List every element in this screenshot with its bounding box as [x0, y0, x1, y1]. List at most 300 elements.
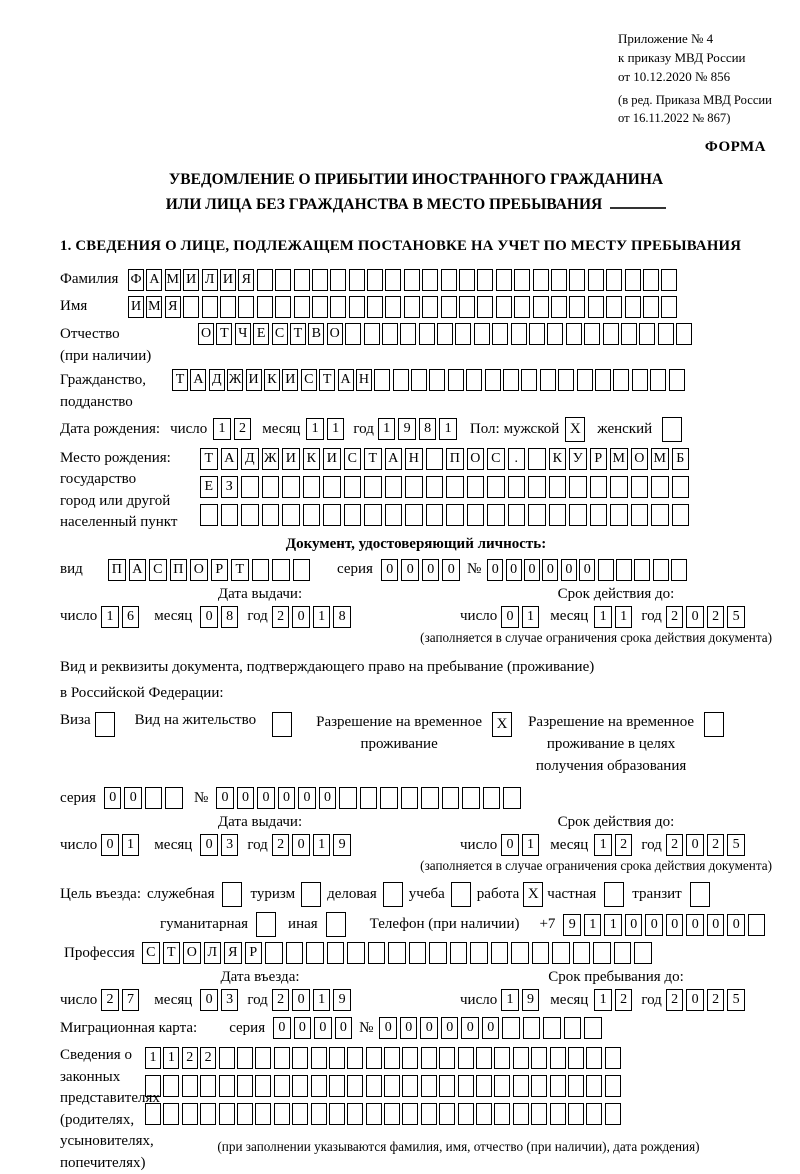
char-box[interactable] [366, 1075, 382, 1097]
char-box[interactable] [393, 369, 409, 391]
char-box[interactable]: И [246, 369, 262, 391]
char-box[interactable] [145, 787, 163, 809]
char-box[interactable]: А [338, 369, 354, 391]
char-box[interactable]: 1 [501, 989, 519, 1011]
char-box[interactable]: Т [200, 448, 218, 470]
char-box[interactable] [568, 1103, 584, 1125]
char-box[interactable]: 0 [579, 559, 595, 581]
char-box[interactable] [402, 1103, 418, 1125]
char-box[interactable] [569, 504, 587, 526]
char-box[interactable] [200, 504, 218, 526]
char-box[interactable]: Д [209, 369, 225, 391]
char-box[interactable] [494, 1047, 510, 1069]
char-box[interactable] [275, 296, 291, 318]
char-box[interactable] [610, 504, 628, 526]
char-box[interactable]: Т [290, 323, 306, 345]
char-box[interactable] [661, 269, 677, 291]
char-box[interactable]: 9 [522, 989, 540, 1011]
char-box[interactable] [528, 476, 546, 498]
char-box[interactable] [145, 1103, 161, 1125]
char-box[interactable]: 2 [182, 1047, 198, 1069]
char-box[interactable] [508, 504, 526, 526]
char-box[interactable]: 0 [124, 787, 142, 809]
char-box[interactable] [405, 504, 423, 526]
char-box[interactable] [658, 323, 674, 345]
char-box[interactable]: У [569, 448, 587, 470]
char-box[interactable] [311, 1075, 327, 1097]
char-box[interactable] [605, 1103, 621, 1125]
char-box[interactable]: Т [172, 369, 188, 391]
char-box[interactable] [311, 1047, 327, 1069]
char-box[interactable] [241, 476, 259, 498]
char-box[interactable] [643, 269, 659, 291]
char-box[interactable] [588, 269, 604, 291]
char-box[interactable] [533, 296, 549, 318]
char-box[interactable]: 2 [272, 989, 290, 1011]
char-box[interactable] [462, 787, 480, 809]
char-box[interactable] [388, 942, 406, 964]
char-box[interactable] [564, 1017, 582, 1039]
char-box[interactable] [593, 942, 611, 964]
char-box[interactable] [368, 942, 386, 964]
char-box[interactable]: К [549, 448, 567, 470]
char-box[interactable]: 2 [234, 418, 252, 440]
char-box[interactable]: 2 [101, 989, 119, 1011]
char-box[interactable]: С [149, 559, 167, 581]
char-box[interactable] [442, 787, 460, 809]
char-box[interactable]: 6 [122, 606, 140, 628]
char-box[interactable] [409, 942, 427, 964]
char-box[interactable] [549, 476, 567, 498]
char-box[interactable] [364, 323, 380, 345]
char-box[interactable] [330, 269, 346, 291]
char-box[interactable] [521, 369, 537, 391]
char-box[interactable]: 1 [522, 606, 540, 628]
char-box[interactable]: 9 [333, 989, 351, 1011]
char-box[interactable] [531, 1075, 547, 1097]
char-box[interactable]: 0 [645, 914, 663, 936]
char-box[interactable] [550, 1047, 566, 1069]
char-box[interactable] [595, 369, 611, 391]
char-box[interactable]: 2 [666, 606, 684, 628]
char-box[interactable] [411, 369, 427, 391]
char-box[interactable]: Н [405, 448, 423, 470]
char-box[interactable]: 0 [501, 834, 519, 856]
char-box[interactable] [405, 476, 423, 498]
char-box[interactable] [590, 476, 608, 498]
char-box[interactable] [625, 296, 641, 318]
char-box[interactable] [330, 296, 346, 318]
char-box[interactable] [221, 504, 239, 526]
char-box[interactable] [374, 369, 390, 391]
char-box[interactable] [650, 369, 666, 391]
char-box[interactable]: Л [204, 942, 222, 964]
char-box[interactable]: 2 [707, 834, 725, 856]
char-box[interactable]: Т [364, 448, 382, 470]
char-box[interactable] [303, 504, 321, 526]
char-box[interactable]: Д [241, 448, 259, 470]
char-box[interactable]: 0 [292, 834, 310, 856]
char-box[interactable] [252, 559, 270, 581]
char-box[interactable] [569, 296, 585, 318]
char-box[interactable]: 0 [686, 834, 704, 856]
char-box[interactable] [577, 369, 593, 391]
char-box[interactable]: 3 [221, 834, 239, 856]
char-box[interactable] [402, 1075, 418, 1097]
char-box[interactable]: 0 [461, 1017, 479, 1039]
char-box[interactable]: М [146, 296, 162, 318]
char-box[interactable] [494, 1075, 510, 1097]
char-box[interactable] [549, 504, 567, 526]
char-box[interactable]: О [327, 323, 343, 345]
char-box[interactable] [643, 296, 659, 318]
char-box[interactable]: 0 [298, 787, 316, 809]
char-box[interactable]: В [308, 323, 324, 345]
char-box[interactable] [349, 296, 365, 318]
char-box[interactable] [384, 1075, 400, 1097]
char-box[interactable] [312, 269, 328, 291]
char-box[interactable]: 3 [221, 989, 239, 1011]
char-box[interactable] [551, 269, 567, 291]
char-box[interactable]: 0 [420, 1017, 438, 1039]
char-box[interactable] [257, 269, 273, 291]
char-box[interactable] [676, 323, 692, 345]
char-box[interactable]: 1 [145, 1047, 161, 1069]
char-box[interactable]: 0 [335, 1017, 353, 1039]
char-box[interactable] [349, 269, 365, 291]
char-box[interactable] [344, 476, 362, 498]
char-box[interactable]: П [446, 448, 464, 470]
char-box[interactable]: 8 [221, 606, 239, 628]
char-box[interactable] [347, 1047, 363, 1069]
char-box[interactable] [421, 787, 439, 809]
char-box[interactable] [384, 1047, 400, 1069]
char-box[interactable]: 0 [101, 834, 119, 856]
char-box[interactable] [426, 504, 444, 526]
char-box[interactable]: Ф [128, 269, 144, 291]
char-box[interactable]: Р [245, 942, 263, 964]
char-box[interactable]: Т [216, 323, 232, 345]
char-box[interactable]: 0 [278, 787, 296, 809]
char-box[interactable] [558, 369, 574, 391]
char-box[interactable]: 0 [200, 834, 218, 856]
char-box[interactable] [345, 323, 361, 345]
residence-permit-checkbox[interactable] [272, 712, 292, 737]
char-box[interactable] [502, 1017, 520, 1039]
char-box[interactable]: С [344, 448, 362, 470]
char-box[interactable]: 7 [122, 989, 140, 1011]
char-box[interactable] [514, 269, 530, 291]
char-box[interactable] [672, 476, 690, 498]
char-box[interactable]: К [303, 448, 321, 470]
char-box[interactable]: И [323, 448, 341, 470]
char-box[interactable] [265, 942, 283, 964]
char-box[interactable] [513, 1047, 529, 1069]
char-box[interactable] [274, 1047, 290, 1069]
char-box[interactable] [255, 1047, 271, 1069]
char-box[interactable]: 2 [707, 606, 725, 628]
char-box[interactable] [514, 296, 530, 318]
char-box[interactable] [238, 296, 254, 318]
char-box[interactable] [651, 504, 669, 526]
char-box[interactable] [466, 369, 482, 391]
char-box[interactable] [503, 787, 521, 809]
char-box[interactable] [631, 504, 649, 526]
char-box[interactable]: 1 [522, 834, 540, 856]
char-box[interactable] [634, 559, 650, 581]
char-box[interactable]: 1 [594, 989, 612, 1011]
char-box[interactable] [610, 476, 628, 498]
char-box[interactable] [485, 369, 501, 391]
char-box[interactable] [459, 269, 475, 291]
char-box[interactable] [672, 504, 690, 526]
char-box[interactable] [606, 296, 622, 318]
char-box[interactable] [347, 942, 365, 964]
char-box[interactable]: 2 [272, 606, 290, 628]
char-box[interactable] [429, 369, 445, 391]
char-box[interactable] [292, 1075, 308, 1097]
purpose-humanitarian-checkbox[interactable] [256, 912, 276, 937]
char-box[interactable] [439, 1075, 455, 1097]
char-box[interactable] [588, 296, 604, 318]
char-box[interactable]: 1 [604, 914, 622, 936]
char-box[interactable]: С [142, 942, 160, 964]
char-box[interactable] [476, 1103, 492, 1125]
char-box[interactable] [550, 1075, 566, 1097]
purpose-work-checkbox[interactable]: X [523, 882, 543, 907]
char-box[interactable] [329, 1103, 345, 1125]
char-box[interactable] [303, 476, 321, 498]
char-box[interactable]: 2 [200, 1047, 216, 1069]
char-box[interactable] [508, 476, 526, 498]
char-box[interactable]: 1 [327, 418, 345, 440]
char-box[interactable] [540, 369, 556, 391]
char-box[interactable] [439, 1047, 455, 1069]
char-box[interactable] [292, 1047, 308, 1069]
char-box[interactable]: О [631, 448, 649, 470]
char-box[interactable]: 1 [584, 914, 602, 936]
char-box[interactable] [566, 323, 582, 345]
char-box[interactable] [511, 323, 527, 345]
char-box[interactable]: 2 [666, 989, 684, 1011]
char-box[interactable] [494, 1103, 510, 1125]
char-box[interactable] [511, 942, 529, 964]
char-box[interactable] [586, 1103, 602, 1125]
char-box[interactable]: К [264, 369, 280, 391]
char-box[interactable]: 0 [686, 989, 704, 1011]
char-box[interactable]: 9 [398, 418, 416, 440]
char-box[interactable]: 2 [615, 834, 633, 856]
char-box[interactable] [669, 369, 685, 391]
char-box[interactable]: 0 [273, 1017, 291, 1039]
char-box[interactable] [523, 1017, 541, 1039]
char-box[interactable] [568, 1075, 584, 1097]
char-box[interactable] [474, 323, 490, 345]
char-box[interactable]: Е [200, 476, 218, 498]
char-box[interactable] [294, 296, 310, 318]
char-box[interactable] [477, 296, 493, 318]
char-box[interactable]: 5 [727, 989, 745, 1011]
char-box[interactable] [384, 1103, 400, 1125]
char-box[interactable]: Я [224, 942, 242, 964]
char-box[interactable] [163, 1103, 179, 1125]
char-box[interactable] [237, 1047, 253, 1069]
char-box[interactable]: 1 [594, 606, 612, 628]
char-box[interactable] [364, 504, 382, 526]
char-box[interactable] [366, 1047, 382, 1069]
purpose-transit-checkbox[interactable] [690, 882, 710, 907]
char-box[interactable] [487, 476, 505, 498]
char-box[interactable] [441, 269, 457, 291]
char-box[interactable] [360, 787, 378, 809]
char-box[interactable] [367, 296, 383, 318]
char-box[interactable]: 5 [727, 606, 745, 628]
char-box[interactable]: И [128, 296, 144, 318]
char-box[interactable] [639, 323, 655, 345]
char-box[interactable] [531, 1047, 547, 1069]
char-box[interactable] [606, 269, 622, 291]
char-box[interactable] [437, 323, 453, 345]
char-box[interactable]: 1 [313, 834, 331, 856]
char-box[interactable] [543, 1017, 561, 1039]
char-box[interactable] [603, 323, 619, 345]
char-box[interactable] [613, 369, 629, 391]
char-box[interactable] [552, 942, 570, 964]
char-box[interactable] [467, 504, 485, 526]
char-box[interactable] [262, 476, 280, 498]
char-box[interactable]: Я [165, 296, 181, 318]
char-box[interactable]: 1 [101, 606, 119, 628]
char-box[interactable] [487, 504, 505, 526]
char-box[interactable] [446, 476, 464, 498]
char-box[interactable]: А [385, 448, 403, 470]
char-box[interactable]: М [165, 269, 181, 291]
char-box[interactable] [450, 942, 468, 964]
char-box[interactable]: 0 [237, 787, 255, 809]
char-box[interactable] [241, 504, 259, 526]
char-box[interactable] [459, 296, 475, 318]
purpose-other-checkbox[interactable] [326, 912, 346, 937]
char-box[interactable] [347, 1103, 363, 1125]
char-box[interactable]: . [508, 448, 526, 470]
char-box[interactable]: 1 [163, 1047, 179, 1069]
char-box[interactable] [476, 1075, 492, 1097]
char-box[interactable]: 1 [122, 834, 140, 856]
char-box[interactable]: 5 [727, 834, 745, 856]
char-box[interactable] [329, 1047, 345, 1069]
char-box[interactable]: 0 [292, 989, 310, 1011]
char-box[interactable] [586, 1075, 602, 1097]
char-box[interactable] [421, 1075, 437, 1097]
char-box[interactable]: 0 [200, 606, 218, 628]
char-box[interactable]: 2 [272, 834, 290, 856]
char-box[interactable]: Б [672, 448, 690, 470]
char-box[interactable] [165, 787, 183, 809]
char-box[interactable]: М [651, 448, 669, 470]
char-box[interactable] [219, 1075, 235, 1097]
char-box[interactable]: А [190, 369, 206, 391]
char-box[interactable]: Т [319, 369, 335, 391]
char-box[interactable]: А [129, 559, 147, 581]
char-box[interactable] [312, 296, 328, 318]
char-box[interactable] [455, 323, 471, 345]
char-box[interactable] [653, 559, 669, 581]
char-box[interactable] [257, 296, 273, 318]
purpose-study-checkbox[interactable] [451, 882, 471, 907]
char-box[interactable]: 1 [594, 834, 612, 856]
char-box[interactable] [323, 504, 341, 526]
edu-permit-checkbox[interactable] [704, 712, 724, 737]
char-box[interactable] [339, 787, 357, 809]
char-box[interactable]: 2 [666, 834, 684, 856]
char-box[interactable]: П [170, 559, 188, 581]
char-box[interactable] [551, 296, 567, 318]
char-box[interactable] [421, 1103, 437, 1125]
char-box[interactable] [605, 1075, 621, 1097]
char-box[interactable] [274, 1103, 290, 1125]
char-box[interactable] [605, 1047, 621, 1069]
char-box[interactable]: Я [238, 269, 254, 291]
char-box[interactable] [426, 448, 444, 470]
char-box[interactable] [237, 1075, 253, 1097]
char-box[interactable] [631, 476, 649, 498]
char-box[interactable]: Ж [227, 369, 243, 391]
char-box[interactable] [568, 1047, 584, 1069]
char-box[interactable]: С [272, 323, 288, 345]
char-box[interactable] [513, 1075, 529, 1097]
char-box[interactable] [182, 1103, 198, 1125]
char-box[interactable] [614, 942, 632, 964]
purpose-tourism-checkbox[interactable] [301, 882, 321, 907]
char-box[interactable]: 1 [615, 606, 633, 628]
char-box[interactable] [292, 1103, 308, 1125]
char-box[interactable] [661, 296, 677, 318]
char-box[interactable] [385, 269, 401, 291]
char-box[interactable]: 0 [542, 559, 558, 581]
char-box[interactable] [329, 1075, 345, 1097]
char-box[interactable] [347, 1075, 363, 1097]
char-box[interactable] [671, 559, 687, 581]
char-box[interactable]: 0 [104, 787, 122, 809]
char-box[interactable] [584, 1017, 602, 1039]
char-box[interactable] [219, 1103, 235, 1125]
char-box[interactable] [275, 269, 291, 291]
char-box[interactable]: 9 [563, 914, 581, 936]
char-box[interactable]: О [198, 323, 214, 345]
char-box[interactable] [385, 296, 401, 318]
char-box[interactable] [364, 476, 382, 498]
char-box[interactable]: 0 [686, 914, 704, 936]
char-box[interactable] [547, 323, 563, 345]
sex-female-checkbox[interactable] [662, 417, 682, 442]
char-box[interactable]: З [221, 476, 239, 498]
char-box[interactable] [385, 504, 403, 526]
char-box[interactable] [496, 269, 512, 291]
char-box[interactable] [282, 476, 300, 498]
char-box[interactable] [282, 504, 300, 526]
char-box[interactable]: О [190, 559, 208, 581]
char-box[interactable] [513, 1103, 529, 1125]
char-box[interactable]: 0 [294, 1017, 312, 1039]
char-box[interactable]: 0 [524, 559, 540, 581]
char-box[interactable]: 0 [506, 559, 522, 581]
char-box[interactable]: Ч [235, 323, 251, 345]
char-box[interactable] [476, 1047, 492, 1069]
char-box[interactable] [458, 1103, 474, 1125]
char-box[interactable]: 0 [314, 1017, 332, 1039]
char-box[interactable]: 1 [306, 418, 324, 440]
char-box[interactable] [621, 323, 637, 345]
